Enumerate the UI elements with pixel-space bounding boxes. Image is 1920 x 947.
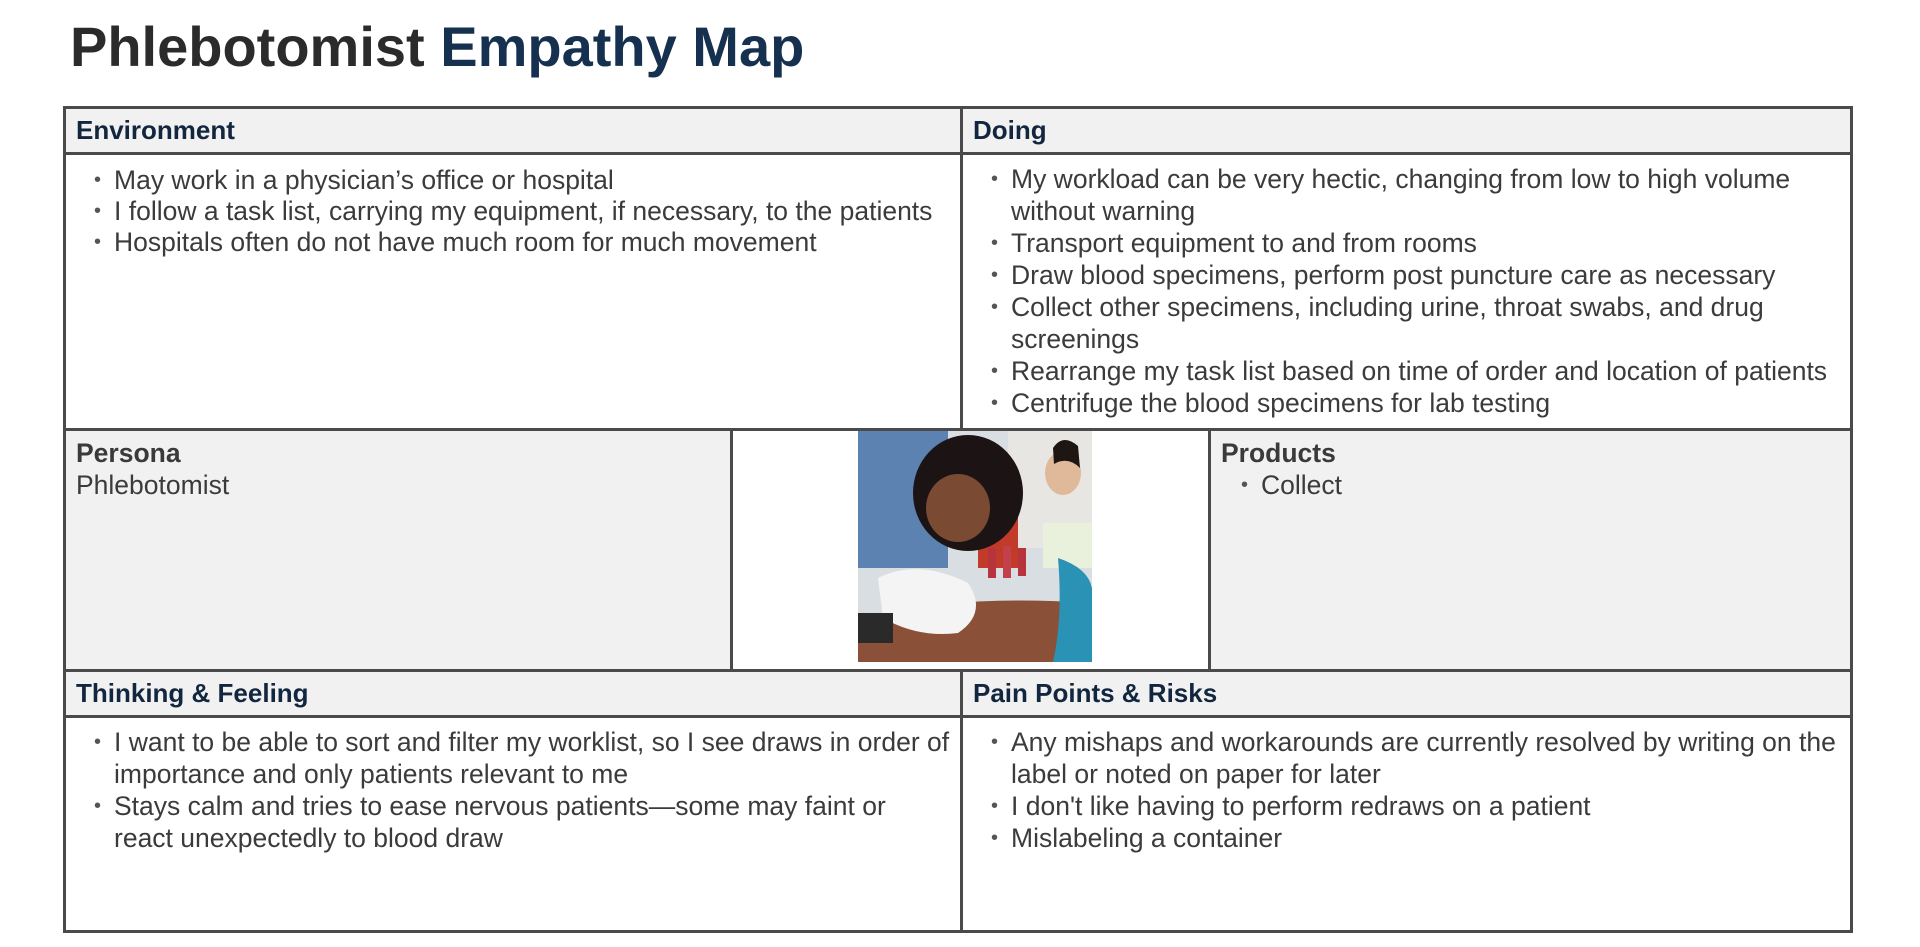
doing-section (963, 109, 1850, 428)
list-item: • Any mishaps and workarounds are currently resolved by writing on the label or noted on paper for later (991, 726, 1842, 790)
pain-points-section (963, 672, 1850, 930)
photo-illustration (858, 428, 1092, 662)
doing-list (963, 155, 1850, 419)
empathy-map-grid (63, 106, 1853, 933)
divider (66, 669, 1850, 672)
products-section (1211, 431, 1850, 669)
list-item: • Rearrange my task list based on time of order and location of patients (991, 355, 1842, 387)
divider (1208, 428, 1211, 672)
environment-section (66, 109, 960, 428)
thinking-feeling-section (66, 672, 960, 930)
page-title (70, 14, 804, 79)
persona-section (66, 431, 730, 669)
list-item: • Collect other specimens, including urine, throat swabs, and drug screenings (991, 291, 1842, 355)
environment-header: Environment (66, 109, 960, 155)
list-item: • Stays calm and tries to ease nervous patients—some may faint or react unexpectedly to blood draw (94, 790, 952, 854)
list-item: • Mislabeling a container (991, 822, 1842, 854)
list-item: • I follow a task list, carrying my equipment, if necessary, to the patients (94, 196, 952, 227)
list-item: • May work in a physician’s office or hospital (94, 165, 952, 196)
list-item: • Transport equipment to and from rooms (991, 227, 1842, 259)
divider (730, 428, 733, 672)
list-item: • Centrifuge the blood specimens for lab testing (991, 387, 1842, 419)
phlebotomist-photo (858, 428, 1092, 662)
environment-list (66, 155, 960, 258)
list-item: • My workload can be very hectic, changing from low to high volume without warning (991, 163, 1842, 227)
list-item: • I want to be able to sort and filter my worklist, so I see draws in order of importance and only patients relevant to me (94, 726, 952, 790)
list-item: • Draw blood specimens, perform post puncture care as necessary (991, 259, 1842, 291)
persona-value: Phlebotomist (76, 470, 230, 500)
doing-header: Doing (963, 109, 1850, 155)
list-item: • Hospitals often do not have much room for much movement (94, 227, 952, 258)
products-list (1221, 469, 1850, 501)
title-word-map: Empathy Map (440, 15, 805, 78)
pain-points-list (963, 718, 1850, 854)
list-item: • I don't like having to perform redraws on a patient (991, 790, 1842, 822)
thinking-feeling-list (66, 718, 960, 854)
divider (960, 109, 963, 428)
list-item: • Collect (1241, 469, 1850, 501)
persona-header: Persona (76, 438, 181, 468)
divider (66, 428, 1850, 431)
products-header: Products (1221, 438, 1336, 468)
pain-points-header: Pain Points & Risks (963, 672, 1850, 718)
divider (960, 669, 963, 930)
thinking-feeling-header: Thinking & Feeling (66, 672, 960, 718)
title-word-role: Phlebotomist (70, 15, 425, 78)
